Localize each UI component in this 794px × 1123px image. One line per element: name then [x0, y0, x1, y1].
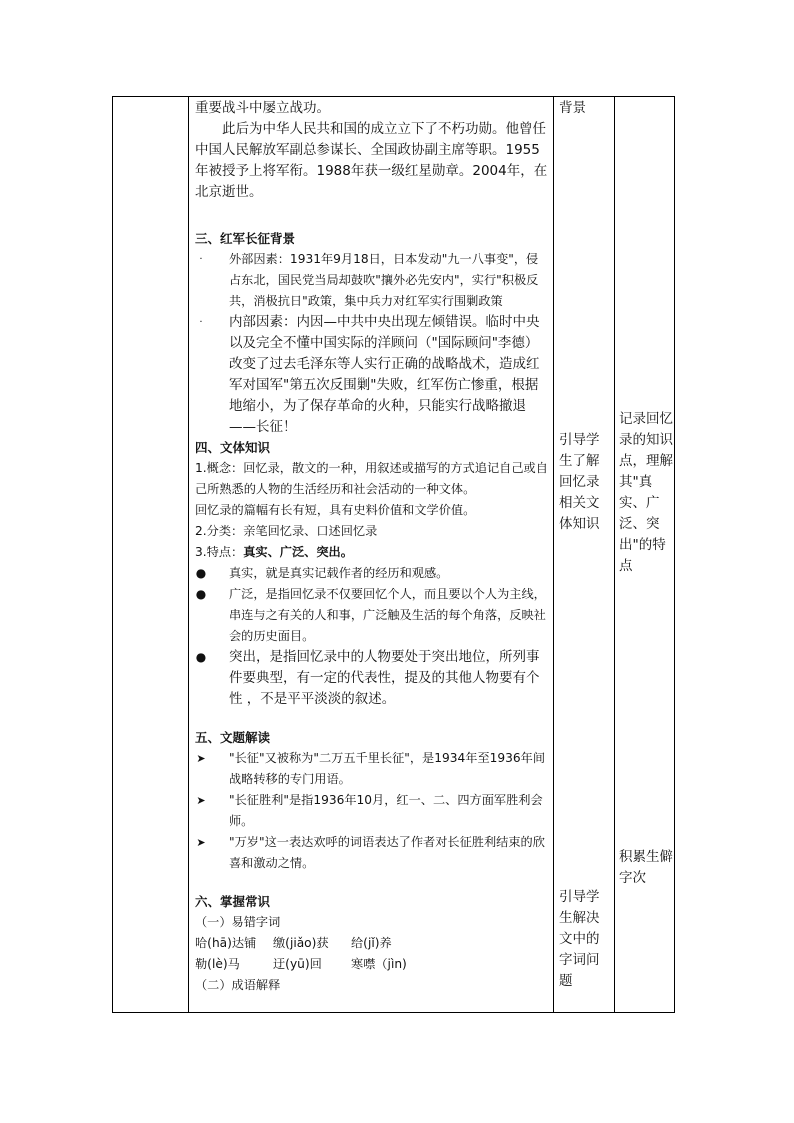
arrow-icon: ➤ — [196, 794, 206, 807]
list-item — [195, 790, 550, 832]
column-divider — [553, 97, 554, 1012]
list-item — [195, 584, 550, 647]
section-title: 三、红军长征背景 — [195, 231, 296, 246]
value: 真实、广泛、突出。 — [243, 545, 353, 559]
paragraph — [195, 542, 550, 563]
bullet-icon: ● — [195, 650, 207, 664]
word-item: 寒噤（jìn) — [351, 957, 407, 971]
section-title: 六、掌握常识 — [195, 894, 271, 909]
section-title: 四、文体知识 — [195, 440, 271, 455]
list-item-text: "万岁"这一表达欢呼的词语表达了作者对长征胜利结束的欣喜和激动之情。 — [229, 835, 545, 870]
bio-text: 此后为中华人民共和国的成立立下了不朽功勋。他曾任中国人民解放军副总参谋长、全国政协副主席等职。1955年被授予上将军衔。1988年获一级红星勋章。2004年，在北京逝世。 — [195, 121, 548, 200]
arrow-icon: ➤ — [196, 836, 206, 849]
list-item-text: 真实，就是真实记载作者的经历和观感。 — [229, 566, 449, 580]
bullet-icon: ● — [195, 566, 207, 580]
paragraph: 2.分类：亲笔回忆录、口述回忆录 — [195, 524, 378, 538]
list-item-text: "长征"又被称为"二万五千里长征"，是1934年至1936年间战略转移的专门用语。 — [229, 751, 546, 786]
column-divider — [614, 97, 615, 1012]
content-column — [195, 98, 550, 996]
label: 3.特点： — [195, 545, 244, 559]
word-item: 勒(lè)马 — [195, 957, 240, 971]
activity-note: 背景 — [559, 100, 586, 116]
section-title: 五、文题解读 — [195, 730, 271, 745]
dot-marker: · — [199, 317, 203, 328]
subsection-title: （二）成语解释 — [195, 978, 281, 992]
bio-text: 重要战斗中屡立战功。 — [195, 100, 330, 116]
list-item-text: 突出，是指回忆录中的人物要处于突出地位，所列事件要典型，有一定的代表性，提及的其他人物要有个性 ，不是平平淡淡的叙述。 — [229, 649, 540, 707]
list-item — [195, 748, 550, 790]
list-item — [195, 832, 550, 874]
purpose-note: 积累生僻字次 — [619, 849, 673, 886]
word-row — [195, 933, 550, 954]
list-item-text: "长征胜利"是指1936年10月，红一、二、四方面军胜利会师。 — [229, 793, 543, 828]
arrow-icon: ➤ — [196, 752, 206, 765]
dot-marker: · — [199, 254, 203, 265]
word-item: 哈(hā)达铺 — [195, 936, 257, 950]
paragraph: 回忆录的篇幅有长有短，具有史料价值和文学价值。 — [195, 503, 476, 517]
bullet-icon: ● — [195, 587, 207, 601]
subsection-title: （一）易错字词 — [195, 915, 281, 929]
paragraph: 1.概念：回忆录，散文的一种，用叙述或描写的方式追记自己或自己所熟悉的人物的生活经历和社会活动的一种文体。 — [195, 461, 548, 496]
list-item — [195, 249, 550, 312]
word-item: 缴(jiǎo)获 — [273, 936, 329, 950]
purpose-note: 记录回忆录的知识点，理解其"真实、广泛、突出"的特点 — [619, 411, 673, 574]
list-item-text: 外部因素：1931年9月18日，日本发动"九一八事变"，侵占东北，国民党当局却鼓吹"攘外必先安内"，实行"积极反共，消极抗日"政策，集中兵力对红军实行围剿政策 — [229, 252, 539, 308]
word-item: 给(jǐ)养 — [351, 936, 392, 950]
list-item — [195, 647, 550, 710]
list-item-text: 广泛，是指回忆录不仅要回忆个人，而且要以个人为主线，串连与之有关的人和事，广泛触及生活的每个角落，反映社会的历史面目。 — [229, 587, 546, 643]
column-divider — [188, 97, 189, 1012]
list-item — [195, 312, 550, 438]
list-item — [195, 563, 550, 584]
word-item: 迂(yū)回 — [273, 957, 322, 971]
activity-note: 引导学生解决文中的字词问题 — [559, 889, 600, 989]
word-row — [195, 954, 550, 975]
activity-note: 引导学生了解回忆录相关文体知识 — [559, 432, 600, 532]
list-item-text: 内部因素：内因—中共中央出现左倾错误。临时中央以及完全不懂中国实际的洋顾问（"国际顾问"李德）改变了过去毛泽东等人实行正确的战略战术，造成红军对国军"第五次反围剿"失败，红军伤亡惨重，根据地缩小，为了保存革命的火种，只能实行战略撤退——长征！ — [229, 314, 540, 435]
